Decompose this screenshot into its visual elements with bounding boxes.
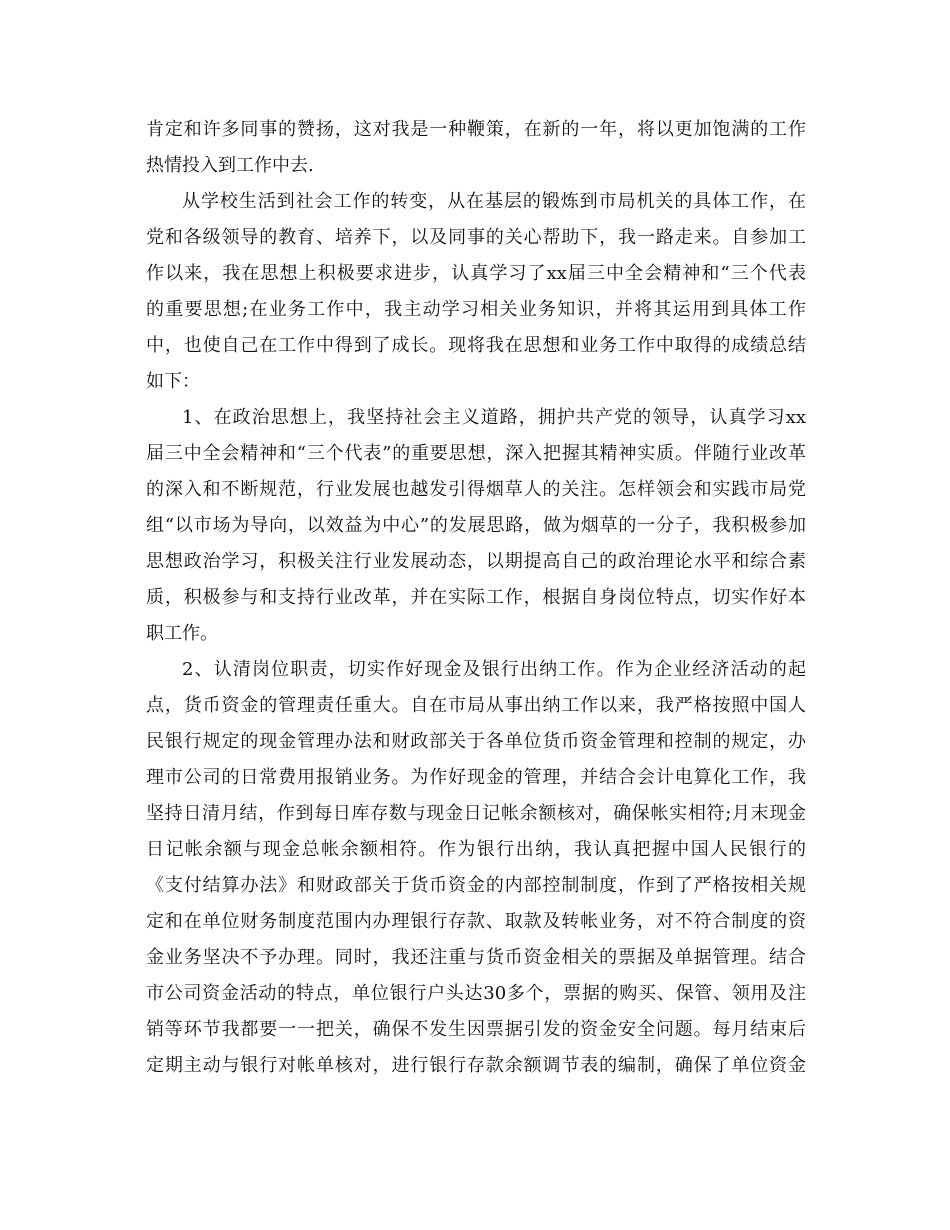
text-line: 《支付结算办法》和财政部关于货币资金的内部控制制度，作到了严格按相关规: [146, 875, 806, 896]
text-line: 热情投入到工作中去.: [146, 155, 314, 176]
text-line: 销等环节我都要一一把关，确保不发生因票据引发的资金安全问题。每月结束后: [146, 1019, 806, 1040]
text-line: 金业务坚决不予办理。同时，我还注重与货币资金相关的票据及单据管理。结合: [146, 947, 806, 968]
text-line: 如下：: [146, 371, 200, 392]
text-line: 的深入和不断规范，行业发展也越发引得烟草人的关注。怎样领会和实践市局党: [146, 479, 806, 500]
body-text: [146, 112, 806, 1084]
text-line: 市公司资金活动的特点，单位银行户头达30多个，票据的购买、保管、领用及注: [146, 983, 806, 1004]
paragraph-3: [146, 400, 806, 652]
text-line: 定期主动与银行对帐单核对，进行银行存款余额调节表的编制，确保了单位资金: [146, 1055, 806, 1076]
text-line: 届三中全会精神和“三个代表”的重要思想，深入把握其精神实质。伴随行业改革: [146, 443, 806, 464]
text-line: 中，也使自己在工作中得到了成长。现将我在思想和业务工作中取得的成绩总结: [146, 335, 806, 356]
text-line: 作以来，我在思想上积极要求进步，认真学习了xx届三中全会精神和“三个代表: [146, 263, 806, 284]
text-line: 1、在政治思想上，我坚持社会主义道路，拥护共产党的领导，认真学习xx: [182, 407, 806, 428]
text-line: 思想政治学习，积极关注行业发展动态，以期提高自己的政治理论水平和综合素: [146, 551, 806, 572]
paragraph-1: [146, 112, 806, 184]
text-line: 坚持日清月结，作到每日库存数与现金日记帐余额核对，确保帐实相符;月末现金: [146, 803, 806, 824]
paragraph-2: [146, 184, 806, 400]
text-line: 党和各级领导的教育、培养下，以及同事的关心帮助下，我一路走来。自参加工: [146, 227, 806, 248]
text-line: 的重要思想;在业务工作中，我主动学习相关业务知识，并将其运用到具体工作: [146, 299, 806, 320]
text-line: 点，货币资金的管理责任重大。自在市局从事出纳工作以来，我严格按照中国人: [146, 695, 806, 716]
text-line: 民银行规定的现金管理办法和财政部关于各单位货币资金管理和控制的规定，办: [146, 731, 806, 752]
text-line: 质，积极参与和支持行业改革，并在实际工作，根据自身岗位特点，切实作好本: [146, 587, 806, 608]
text-line: 肯定和许多同事的赞扬，这对我是一种鞭策，在新的一年，将以更加饱满的工作: [146, 119, 806, 140]
text-line: 日记帐余额与现金总帐余额相符。作为银行出纳，我认真把握中国人民银行的: [146, 839, 806, 860]
paragraph-4: [146, 652, 806, 1084]
text-line: 组“以市场为导向，以效益为中心”的发展思路，做为烟草的一分子，我积极参加: [146, 515, 806, 536]
text-line: 理市公司的日常费用报销业务。为作好现金的管理，并结合会计电算化工作，我: [146, 767, 806, 788]
text-line: 2、认清岗位职责，切实作好现金及银行出纳工作。作为企业经济活动的起: [182, 659, 806, 680]
text-line: 定和在单位财务制度范围内办理银行存款、取款及转帐业务，对不符合制度的资: [146, 911, 806, 932]
text-line: 从学校生活到社会工作的转变，从在基层的锻炼到市局机关的具体工作，在: [182, 191, 806, 212]
text-line: 职工作。: [146, 623, 218, 644]
